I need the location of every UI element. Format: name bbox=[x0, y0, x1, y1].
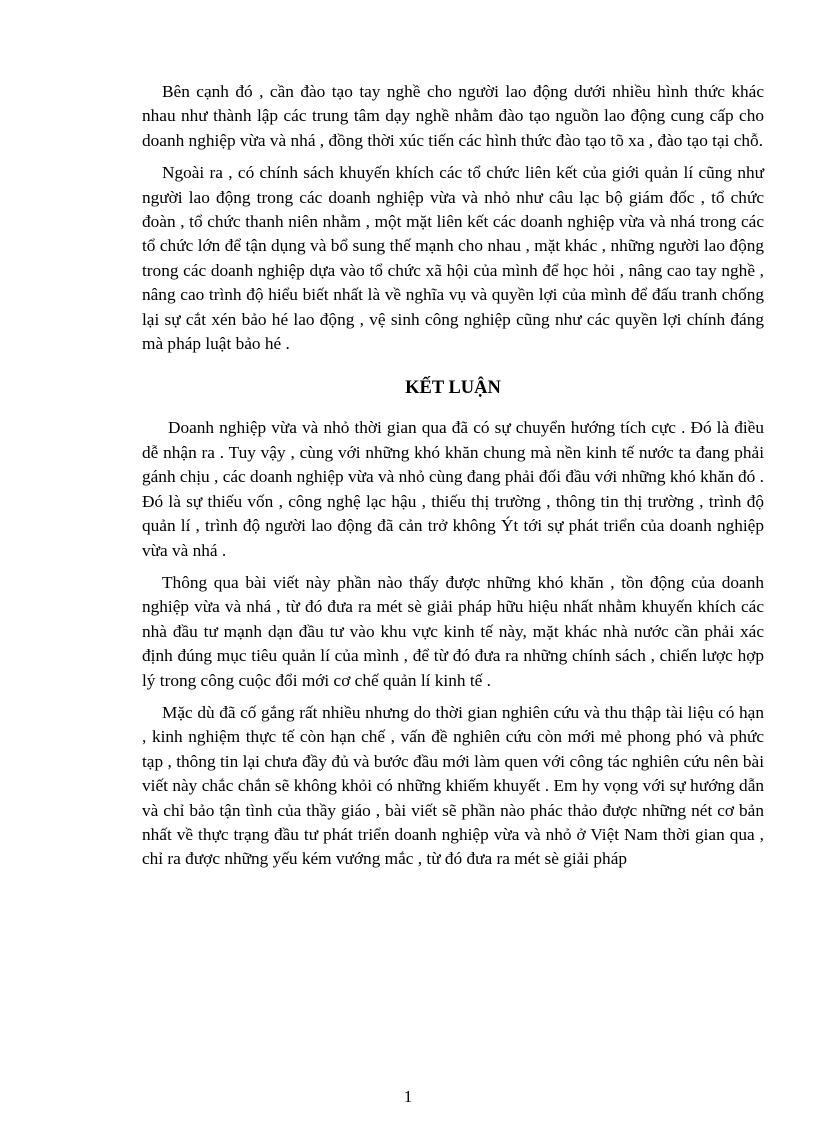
paragraph-conclusion-limitations: Mặc dù đã cố gắng rất nhiều nhưng do thời gian nghiên cứu và thu thập tài liệu có hạn , kinh nghiệm thực tế còn hạn chế , vấn đề nghiên cứu còn mới mẻ phong phó và phức tạp , thông tin lại chưa đầy đủ và bước đầu mới làm quen với công tác nghiên cứu nên bài viết này chắc chắn sẽ không khỏi có những khiếm khuyết . Em hy vọng với sự hướng dẫn và chỉ bảo tận tình của thầy giáo , bài viết sẽ phần nào phác thảo được những nét cơ bản nhất về thực trạng đầu tư phát triển doanh nghiệp vừa và nhỏ ở Việt Nam thời gian qua , chỉ ra được những yếu kém vướng mắc , từ đó đưa ra mét sè giải pháp bbox=[142, 702, 764, 869]
document-body bbox=[142, 80, 764, 880]
paragraph-organizations: Ngoài ra , có chính sách khuyến khích các tổ chức liên kết của giới quản lí cũng như người lao động trong các doanh nghiệp vừa và nhỏ như câu lạc bộ giám đốc , tổ chức đoàn , tổ chức thanh niên nhằm , một mặt liên kết các doanh nghiệp vừa và nhá trong các tổ chức lớn để tận dụng và bổ sung thế mạnh cho nhau , mặt khác , những người lao động trong các doanh nghiệp dựa vào tổ chức xã hội của mình để học hỏi , nâng cao tay nghề , nâng cao trình độ hiểu biết nhất là về nghĩa vụ và quyền lợi của mình để đấu tranh chống lại sự cắt xén bảo hé lao động , vệ sinh công nghiệp cũng như các quyền lợi chính đáng mà pháp luật bảo hé . bbox=[142, 163, 764, 354]
paragraph-vocational-training: Bên cạnh đó , cần đào tạo tay nghề cho người lao động dưới nhiều hình thức khác nhau như thành lập các trung tâm dạy nghề nhằm đào tạo nguồn lao động cung cấp cho doanh nghiệp vừa và nhá , đồng thời xúc tiến các hình thức đào tạo tõ xa , đào tạo tại chỗ. bbox=[142, 82, 764, 150]
paragraph-conclusion-solutions: Thông qua bài viết này phần nào thấy được những khó khăn , tồn động của doanh nghiệp vừa và nhá , từ đó đưa ra mét sè giải pháp hữu hiệu nhất nhằm khuyến khích các nhà đầu tư mạnh dạn đầu tư vào khu vực kinh tế này, mặt khác nhà nước cần phải xác định đúng mục tiêu quản lí của mình , để từ đó đưa ra những chính sách , chiến lược hợp lý trong công cuộc đổi mới cơ chế quản lí kinh tế . bbox=[142, 572, 764, 690]
paragraph-conclusion-intro: Doanh nghiệp vừa và nhỏ thời gian qua đã có sự chuyển hướng tích cực . Đó là điều dễ nhận ra . Tuy vậy , cùng với những khó khăn chung mà nền kinh tế nước ta đang phải gánh chịu , các doanh nghiệp vừa và nhỏ cùng đang phải đối đầu với những khó khăn đó . Đó là sự thiếu vốn , công nghệ lạc hậu , thiếu thị trường , thông tin thị trường , trình độ quản lí , trình độ người lao động đã cản trở không Ýt tới sự phát triển của doanh nghiệp vừa và nhá . bbox=[142, 418, 764, 560]
page-number: 1 bbox=[403, 1087, 413, 1106]
section-heading-conclusion: KẾT LUẬN bbox=[405, 378, 501, 399]
